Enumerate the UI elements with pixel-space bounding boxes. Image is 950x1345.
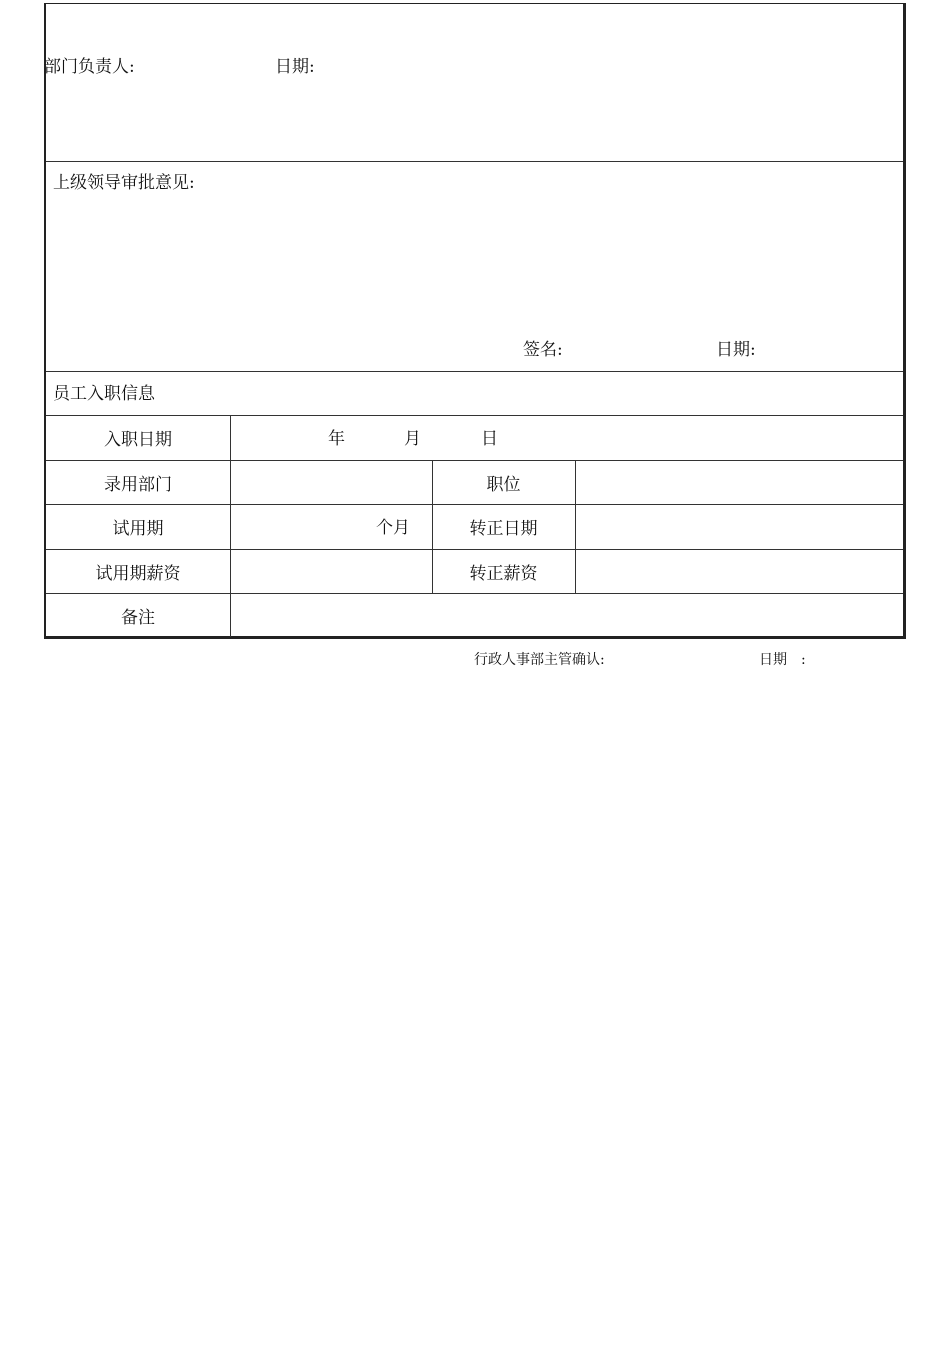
- superior-date-label: 日期:: [716, 340, 756, 360]
- divider-dept-superior: [46, 161, 903, 162]
- remarks-label: 备注: [121, 607, 155, 628]
- footer-date-label: 日期: [759, 652, 787, 668]
- confirm-date-label: 转正日期: [469, 519, 538, 539]
- entry-date-label: 入职日期: [104, 430, 172, 450]
- probation-unit: 个月: [376, 518, 410, 538]
- confirm-salary-label: 转正薪资: [469, 563, 538, 584]
- footer-date-colon: :: [801, 652, 806, 668]
- onboarding-section-title: 员工入职信息: [53, 384, 155, 404]
- department-label: 录用部门: [104, 474, 172, 495]
- divider-superior-info: [46, 371, 903, 372]
- dept-date-label: 日期:: [275, 57, 315, 77]
- superior-sign-label: 签名:: [523, 340, 563, 360]
- onboarding-approval-form: [44, 3, 906, 639]
- probation-salary-label: 试用期薪资: [95, 563, 181, 584]
- dept-head-label: 部门负责人:: [44, 57, 135, 77]
- divider-second-label-column: [575, 460, 576, 593]
- divider-label-column: [230, 415, 231, 637]
- entry-date-month: 月: [404, 429, 421, 449]
- position-label: 职位: [486, 474, 521, 495]
- superior-opinion-label: 上级领导审批意见:: [53, 173, 195, 193]
- probation-label: 试用期: [112, 519, 164, 539]
- entry-date-day: 日: [481, 429, 498, 449]
- entry-date-year: 年: [328, 429, 345, 449]
- hr-confirm-label: 行政人事部主管确认:: [474, 652, 605, 668]
